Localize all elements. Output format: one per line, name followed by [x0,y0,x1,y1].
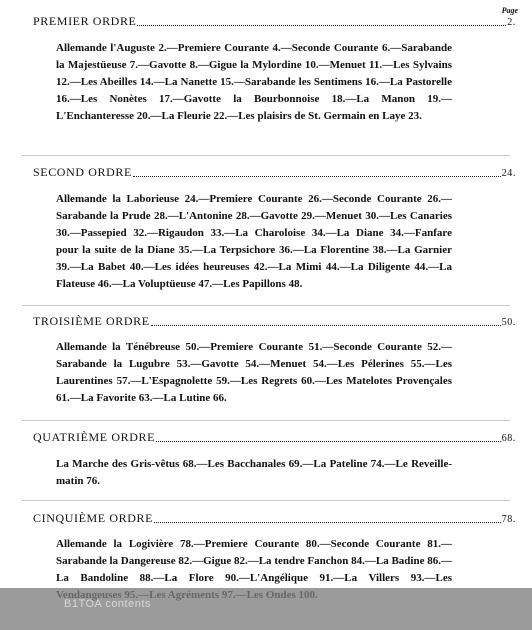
section-entries-cinquieme-ordre: Allemande la Logivière 78.—Premiere Courante 80.—Seconde Courante 81.—Sarabande la Dangereuse 82.—Gigue 82.—La tendre Fanchon 84.—La Badine 86.—La Bandoline 88.—La Flore 90.—L'Angélique 91.—La Villers 93.—Les [56,538,452,584]
section-title: SECOND ORDRE [33,165,132,179]
page-column-label: Page [501,6,518,15]
section-title: TROISIÈME ORDRE [33,314,150,328]
dot-leader [133,168,501,177]
section-entries-premier-ordre: Allemande l'Auguste 2.—Premiere Courante 4.—Seconde Courante 6.—Sarabande la Majestüeuse 7.—Gavotte 8.—Gigue la Mylordine 10.—Menuet 11.—Les Sylvains 12.—Les Abeilles 14.—La Nanette 15.—Sarabande les Sentimens 16.—La Pastorelle 16.—Les Nonètes 17.—Gavotte la Bourbonnoise 18.—La Manon 19.—L'Enchanteresse 20.—La Fleurie 22.—Les plaisirs de St. Germain en Laye 23. [56,42,452,122]
section-heading-second-ordre [33,165,516,180]
section-entries-second-ordre: Allemande la Laborieuse 24.—Premiere Courante 26.—Seconde Courante 26.—Sarabande la Prude 28.—L'Antonine 28.—Gavotte 29.—Menuet 30.—Les Canaries 30.—Passepied 32.—Rigaudon 33.—La Charoloise 34.—La Diane 34.—Fanfare pour la suite de la Diane 35.—La Terpsichore 36.—La Florentine 38.—La Garnier 39.—La Babet 40.—Les idées heureuses 42.—La Mimi 44.—La Diligente 44.—La Flateuse 46.—La Voluptüeuse 47.—Les Papillons 48. [56,193,452,290]
section-title: QUATRIÈME ORDRE [33,430,155,444]
section-divider [22,420,510,421]
section-heading-cinquieme-ordre [33,511,516,526]
dot-leader [137,17,506,26]
section-divider [22,500,510,501]
section-page-number: 78. [501,514,516,525]
dot-leader [154,514,501,523]
section-title: PREMIER ORDRE [33,14,137,28]
section-heading-troisieme-ordre [33,314,516,329]
section-divider [22,155,510,156]
section-page-number: 2. [507,17,516,28]
section-title: CINQUIÈME ORDRE [33,511,153,525]
section-page-number: 68. [501,433,516,444]
section-page-number: 24. [501,168,516,179]
caption-overlay-text: B1TOA contents [64,598,151,610]
dot-leader [156,433,501,442]
section-page-number: 50. [501,317,516,328]
section-heading-quatrieme-ordre [33,430,516,445]
section-entries-quatrieme-ordre: La Marche des Gris-vêtus 68.—Les Bacchanales 69.—La Pateline 74.—Le Reveille-matin 76. [56,458,452,487]
dot-leader [151,317,501,326]
section-divider [22,305,510,306]
section-heading-premier-ordre [33,14,516,29]
section-entries-troisieme-ordre: Allemande la Ténébreuse 50.—Premiere Courante 51.—Seconde Courante 52.—Sarabande la Lugubre 53.—Gavotte 54.—Menuet 54.—Les Pélerines 55.—Les Laurentines 57.—L'Espagnolette 59.—Les Regrets 60.—Les Matelotes Provençales 61.—La Favorite 63.—La Lutine 66. [56,341,452,404]
